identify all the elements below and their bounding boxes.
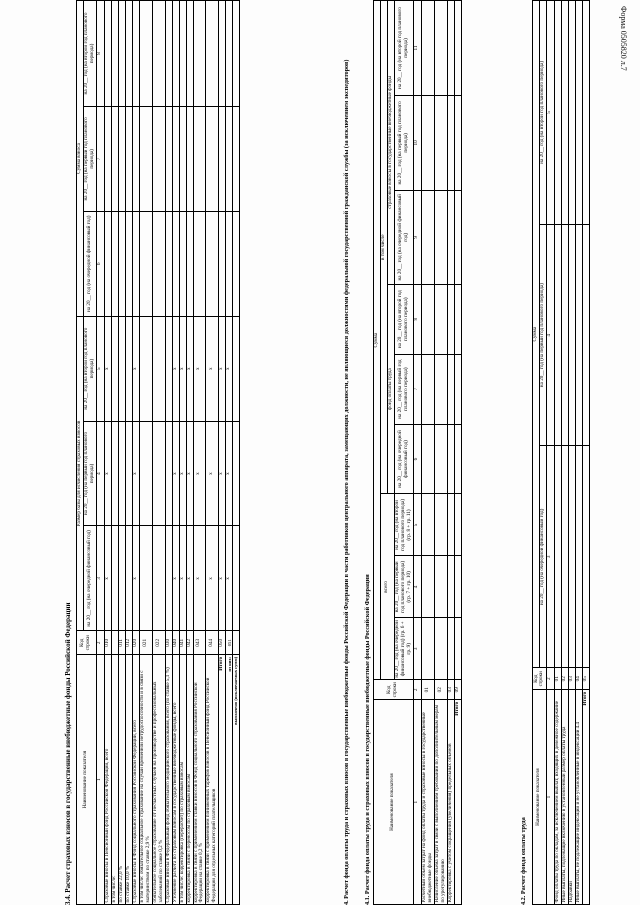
col-name-header: Наименование показателя (77, 655, 97, 905)
header-vzn-year-2: на 20__ год (на первый год планового периода) (394, 95, 413, 190)
col-code-header: Код строки (533, 668, 547, 690)
header-total-year-1: на 20__ год (на очередной финансовый год) (гр. 6 + гр. 9) (394, 618, 413, 680)
table-row: обязательное социальное страхование от несчастных случаев на производстве и профессиональных заболеваний по ставке 0,2 % 022 (152, 1, 165, 905)
table-row: Страховые взносы в Федеральный фонд обязательного медицинского страхования, всего (по ставке 5,1 %) 030 (165, 1, 172, 905)
table-row: по ставке 10,0 % 012 (125, 1, 132, 905)
table-row: по ставке 22,0 % 011 (118, 1, 125, 905)
column-number-row: 1 2 3 4 5 (546, 1, 554, 905)
header-vzn-year-3: на 20__ год (на второй год планового периода) (394, 1, 413, 96)
table-row: Корректировка с учетом сокращения (увеличения) предельных объемов 03 (447, 1, 454, 905)
col-vzn-header: страховые взносы в государственные внебюджетные фонды (387, 1, 394, 285)
header-sum-year-1: на 20__ год (на очередной финансовый год) (83, 211, 96, 316)
header-sum-year-3: на 20__ год (на второй год планового периода) (83, 1, 96, 107)
col-fot-header: фонд оплаты труда (387, 284, 394, 494)
header-total-year-3: на 20__ год (на второй год планового периода) (гр. 8 + гр. 11) (394, 494, 413, 556)
header-fot-year-2: на 20__ год (на первый год планового периода) (394, 354, 413, 424)
col-name-header: Наименование показателя (374, 700, 414, 905)
header-year-1: на 20__ год (на очередной финансовый год) (539, 446, 546, 668)
total-row: Итого 05 (582, 1, 589, 905)
col-num: 1 (96, 655, 104, 905)
col-total-header: всего (380, 494, 394, 680)
total-row: Итого 050 x x x (219, 1, 226, 905)
header-year-2: на 20__ год (на первый год планового периода) (83, 421, 96, 526)
column-number-row: 1 2 3 4 5 6 7 8 9 10 11 (413, 1, 421, 905)
table-row: Надбавки 03 (568, 1, 575, 905)
col-code-header: Код строки (374, 680, 414, 700)
header-fot-year-1: на 20__ год (на очередной финансовый год) (394, 424, 413, 494)
col-num: 7 (96, 106, 104, 211)
total-row: Итого 09 (454, 1, 461, 905)
of-which-detail-row: выплачено (исключаемых сумм) (233, 1, 239, 905)
table-row: Страховые взносы в Фонд социального страхования Российской Федерации, всего 020 x x x (132, 1, 139, 905)
col-num: 6 (96, 211, 104, 316)
form-code: Форма 0505820 л.7 (619, 6, 628, 71)
wage-fund-table (532, 0, 590, 905)
col-num: 2 (96, 631, 104, 655)
section-4-2-title: 4.2. Расчет фонда оплаты труда (520, 817, 527, 905)
col-incl-header: в том числе (380, 1, 387, 494)
col-sum-header: Сумма (374, 1, 381, 680)
col-num: 4 (96, 421, 104, 526)
table-row: Уточнение расчета по страховым взносам в государственные внебюджетные фонды, всего 040 x x x (172, 1, 179, 905)
col-code-header: Код строки (77, 631, 97, 655)
header-sum-year-2: на 20__ год (на первый год планового периода) (83, 106, 96, 211)
table-row: корректировка в связи с переносом по страховым взносам 042 x x x (186, 1, 193, 905)
header-year-3: на 20__ год (на второй год планового периода) (539, 1, 546, 225)
table-row: в том числе: обязательное социальное страхование на случай временной нетрудоспособности и в связи с материнством по ставке 2,9 % 021 (139, 1, 152, 905)
header-vzn-year-1: на 20__ год (на очередной финансовый год) (394, 190, 413, 284)
section-4-1-title: 4.1. Расчет фонда оплаты труда и страховых взносов в государственные внебюджетные фонды Российской Федерации (364, 574, 371, 905)
table-row: Расчетный объем затрат на фонд оплаты труда и страховые взносы в государственные внебюджетные фонды 01 (421, 1, 434, 905)
col-num: 5 (96, 316, 104, 421)
payroll-fund-table (373, 0, 462, 905)
col-num: 8 (96, 1, 104, 107)
table-row: корректировка в связи с применением пониженных тарифов взносов в Пенсионный фонд Российской Федерации для отдельных категорий плательщиков 044 x x x (206, 1, 219, 905)
section-3-4-title: 3.4. Расчет страховых взносов в государственные внебюджетные фонды Российской Федерации (64, 602, 72, 905)
table-row: корректировка в связи с применением ставки взносов в Фонд социального страхования Российской Федерации на ставке 0,2 % 043 x x x (193, 1, 206, 905)
col-sum-header: Сумма (533, 1, 540, 668)
table-row: в том числе: (111, 1, 118, 905)
header-total-year-2: на 20__ год (на первый год планового периода) (гр. 7 + гр. 10) (394, 556, 413, 618)
header-year-1: на 20__ год (на очередной финансовый год) (83, 526, 96, 631)
table-row: Фонд оплаты труда по окладам, за исключением выплат, входящих в денежное содержание 01 (554, 1, 561, 905)
insurance-contributions-table (76, 0, 240, 905)
header-year-2: на 20__ год (на первый год планового периода) (539, 224, 546, 446)
of-which-row: из них: 051 x x x (226, 1, 233, 905)
col-name-header: Наименование показателя (533, 690, 547, 905)
table-row: Иные выплаты, подлежащие включению в установленный размер оплаты труда 02 (561, 1, 568, 905)
section-4-title: 4. Расчет фонда оплаты труда и страховых взносов в государственные внебюджетные фонды Российской Федерации в части работников центрального аппарата, замещающих должности, не являющиеся должностями федеральной государственной гражданской службы (за исключением экспедиторов) (343, 59, 350, 905)
table-row: Начисление объема затрат в связи с выполнением требований по дополнительным мерам по урегулированию 02 (434, 1, 447, 905)
table-row: Страховые взносы в Пенсионный фонд Российской Федерации, всего 010 x x x (104, 1, 111, 905)
header-fot-year-3: на 20__ год (на второй год планового периода) (394, 284, 413, 354)
col-sum-header: Сумма взноса (77, 1, 84, 317)
table-row: в том числе: корректировка (перерасчет) по страховым взносам 041 x x x (179, 1, 186, 905)
header-year-3: на 20__ год (на второй год планового периода) (83, 316, 96, 421)
table-row: Иные выплаты, не подлежащие индексации и не установленные в индексации 4.4 04 (575, 1, 582, 905)
col-num: 3 (96, 526, 104, 631)
col-base-header: Размер базы для исчисления страховых взносов (77, 316, 84, 631)
